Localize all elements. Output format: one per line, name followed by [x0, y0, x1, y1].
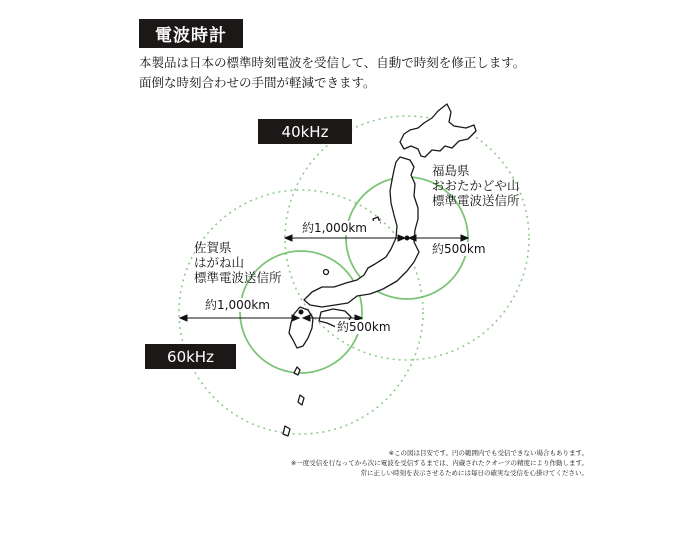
intro-line-1: 本製品は日本の標準時刻電波を受信して、自動で時刻を修正します。	[139, 55, 526, 70]
fukushima-1000km-arrow	[285, 235, 405, 241]
saga-1000km-label: 約1,000km	[205, 298, 270, 312]
page-title: 電波時計	[139, 19, 243, 48]
fukushima-mountain: おおたかどや山	[432, 178, 520, 193]
hokkaido-island	[400, 104, 476, 157]
southern-island-2	[298, 395, 304, 405]
intro-line-2: 面倒な時刻合わせの手間が軽減できます。	[139, 75, 376, 90]
fukushima-prefecture: 福島県	[432, 163, 470, 178]
footnote-1: ※この図は目安です。円の範囲内でも受信できない場合もあります。	[388, 449, 588, 457]
footnote-2: ※一度受信を行なってから次に電波を受信するまでは、内蔵されたクオーツの精度により作動します。	[290, 459, 588, 467]
saga-prefecture: 佐賀県	[194, 240, 232, 255]
fukushima-500km-label: 約500km	[432, 242, 486, 256]
saga-500km-label: 約500km	[337, 320, 391, 334]
oki-island	[324, 270, 329, 275]
fukushima-500km-arrow	[409, 235, 468, 241]
southern-island-3	[283, 426, 290, 436]
saga-transmitter-marker	[299, 310, 304, 315]
saga-transmitter-name: 標準電波送信所	[194, 270, 282, 285]
saga-mountain: はがね山	[194, 255, 245, 270]
footnotes	[291, 448, 588, 478]
fukushima-transmitter-name: 標準電波送信所	[432, 193, 520, 208]
japan-map	[283, 104, 476, 436]
footnote-3: 常に正しい時刻を表示させるためには毎日の確実な受信を心掛けてください。	[360, 469, 588, 477]
frequency-badge-60khz: 60kHz	[145, 344, 236, 369]
saga-station-label	[194, 240, 282, 285]
frequency-badge-40khz: 40kHz	[258, 119, 352, 144]
fukushima-station-label	[432, 163, 520, 208]
fukushima-1000km-label: 約1,000km	[302, 221, 367, 235]
southern-island-1	[294, 367, 300, 375]
